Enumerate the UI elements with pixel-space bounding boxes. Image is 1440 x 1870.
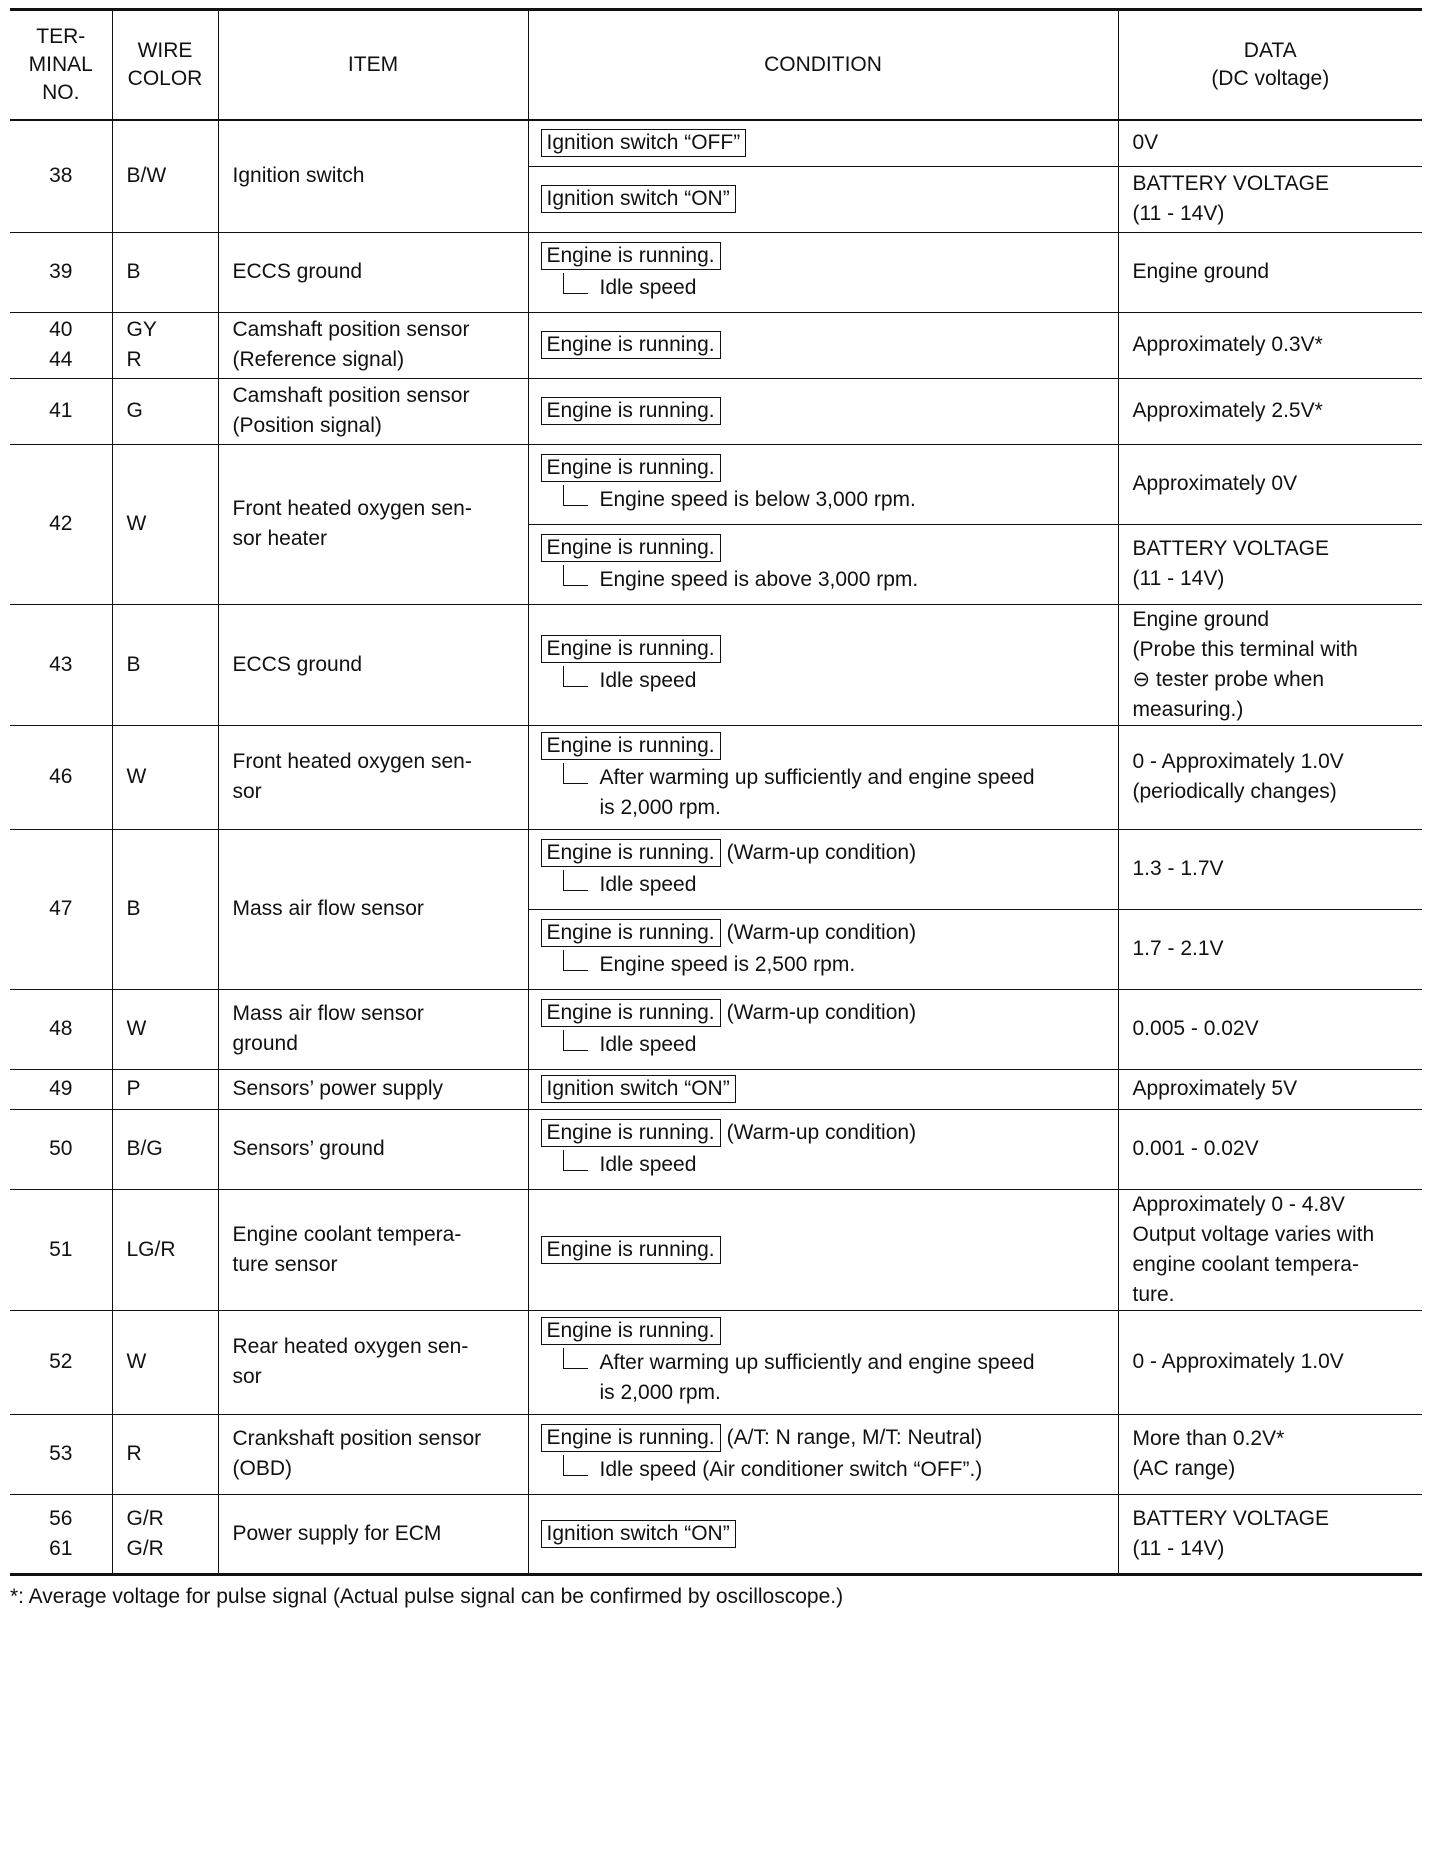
condition-box: Engine is running. (541, 732, 721, 760)
header-item: ITEM (218, 10, 528, 121)
bracket-connector-icon (563, 763, 588, 784)
wire-color-cell (112, 989, 218, 1069)
condition-cell (528, 829, 1118, 909)
condition-cell (528, 909, 1118, 989)
condition-cell (528, 444, 1118, 524)
item-text: Engine coolant tempera- (232, 1222, 462, 1246)
condition-cell (528, 312, 1118, 378)
table-row (10, 120, 1422, 166)
item-cell (218, 444, 528, 604)
item-text: Ignition switch (232, 164, 365, 188)
data-value: BATTERY VOLTAGE (1132, 172, 1329, 195)
data-value: Approximately 0V (1132, 472, 1298, 495)
data-value: (Probe this terminal with (1132, 637, 1358, 661)
terminal-no: 49 (49, 1077, 73, 1100)
ecm-terminal-document (10, 8, 1422, 1612)
condition-box: Engine is running. (541, 331, 721, 359)
wire-color: B (126, 652, 141, 676)
terminal-no-cell (10, 312, 112, 378)
item-text: (Reference signal) (232, 348, 405, 371)
data-cell (1118, 120, 1422, 166)
sub-condition-line: Idle speed (Air conditioner switch “OFF”.) (599, 1458, 983, 1481)
sub-condition-line: is 2,000 rpm. (599, 796, 721, 819)
sub-condition-line: Engine speed is 2,500 rpm. (599, 953, 856, 976)
item-text: Sensors’ ground (232, 1137, 385, 1160)
item-text: Mass air flow sensor (232, 1002, 424, 1025)
terminal-no-cell (10, 1109, 112, 1189)
bracket-connector-icon (563, 1455, 588, 1476)
terminal-no-cell (10, 120, 112, 232)
condition-main (541, 918, 1112, 948)
data-value: More than 0.2V* (1132, 1427, 1285, 1450)
condition-cell (528, 120, 1118, 166)
wire-color: W (126, 1350, 147, 1373)
terminal-no-cell (10, 829, 112, 989)
bracket-connector-icon (563, 485, 588, 506)
terminal-no-cell (10, 378, 112, 444)
data-cell (1118, 1189, 1422, 1310)
sub-condition-text (600, 950, 1112, 980)
terminal-table (10, 8, 1422, 1576)
condition-box: Ignition switch “ON” (541, 1075, 736, 1103)
wire-color: P (126, 1077, 141, 1100)
table-body (10, 120, 1422, 1574)
item-cell (218, 829, 528, 989)
table-row (10, 444, 1422, 524)
sub-condition (541, 485, 1112, 515)
bracket-connector-icon (563, 666, 588, 687)
terminal-no: 61 (49, 1536, 73, 1560)
condition-box: Ignition switch “ON” (541, 1520, 736, 1548)
data-cell (1118, 1069, 1422, 1109)
terminal-no: 53 (49, 1442, 73, 1465)
data-cell (1118, 989, 1422, 1069)
data-cell (1118, 378, 1422, 444)
condition-main (541, 1074, 1112, 1104)
table-row (10, 1494, 1422, 1574)
condition-box: Engine is running. (541, 1424, 721, 1452)
wire-color: G/R (126, 1506, 164, 1530)
condition-box: Engine is running. (541, 635, 721, 663)
sub-condition-line: After warming up sufficiently and engine speed (599, 766, 1035, 789)
item-text: Front heated oxygen sen- (232, 497, 472, 520)
condition-main (541, 998, 1112, 1028)
wire-color-cell (112, 1414, 218, 1494)
condition-main (541, 330, 1112, 360)
condition-cell (528, 378, 1118, 444)
condition-box: Ignition switch “ON” (541, 185, 736, 213)
condition-box: Engine is running. (541, 397, 721, 425)
data-value: 0 - Approximately 1.0V (1132, 1350, 1344, 1373)
table-row (10, 1109, 1422, 1189)
sub-condition-line: Engine speed is above 3,000 rpm. (599, 568, 919, 591)
table-row (10, 725, 1422, 829)
condition-box: Engine is running. (541, 242, 721, 270)
condition-cell (528, 232, 1118, 312)
terminal-no-cell (10, 1494, 112, 1574)
wire-color: R (126, 348, 142, 371)
bracket-connector-icon (563, 1150, 588, 1171)
sub-condition (541, 950, 1112, 980)
data-value: (periodically changes) (1132, 780, 1337, 803)
wire-color-cell (112, 120, 218, 232)
condition-box: Engine is running. (541, 1119, 721, 1147)
table-row (10, 378, 1422, 444)
wire-color-cell (112, 604, 218, 725)
bracket-connector-icon (563, 1030, 588, 1051)
item-text: sor (232, 780, 262, 803)
sub-condition (541, 273, 1112, 303)
terminal-no-cell (10, 1414, 112, 1494)
sub-condition-text (600, 1348, 1112, 1408)
table-row (10, 989, 1422, 1069)
item-cell (218, 725, 528, 829)
bracket-connector-icon (563, 1348, 588, 1369)
terminal-no-cell (10, 604, 112, 725)
terminal-no: 48 (49, 1017, 73, 1040)
table-row (10, 1310, 1422, 1414)
data-value: ⊖ tester probe when (1132, 667, 1325, 691)
condition-main (541, 1235, 1112, 1265)
condition-box: Ignition switch “OFF” (541, 129, 747, 157)
data-value: (11 - 14V) (1132, 1536, 1225, 1560)
table-row (10, 232, 1422, 312)
item-cell (218, 232, 528, 312)
item-cell (218, 312, 528, 378)
condition-main (541, 1423, 1112, 1453)
sub-condition-line: Idle speed (599, 276, 697, 299)
terminal-no: 56 (49, 1506, 73, 1530)
sub-condition-line: After warming up sufficiently and engine speed (599, 1351, 1035, 1374)
header-condition: CONDITION (528, 10, 1118, 121)
wire-color: LG/R (126, 1237, 176, 1261)
condition-cell (528, 1189, 1118, 1310)
condition-box: Engine is running. (541, 534, 721, 562)
terminal-no: 51 (49, 1237, 73, 1261)
terminal-no-cell (10, 1189, 112, 1310)
terminal-no: 52 (49, 1350, 73, 1373)
terminal-no: 38 (49, 164, 73, 188)
item-text: ground (232, 1032, 298, 1055)
wire-color-cell (112, 1189, 218, 1310)
condition-main (541, 128, 1112, 158)
wire-color-cell (112, 1494, 218, 1574)
data-cell (1118, 166, 1422, 232)
wire-color: B/G (126, 1137, 163, 1160)
wire-color-cell (112, 378, 218, 444)
condition-cell (528, 524, 1118, 604)
condition-cell (528, 166, 1118, 232)
condition-box: Engine is running. (541, 839, 721, 867)
data-value: Engine ground (1132, 607, 1270, 631)
wire-color-cell (112, 1109, 218, 1189)
sub-condition (541, 1348, 1112, 1408)
header-data: DATA (DC voltage) (1118, 10, 1422, 121)
table-row (10, 312, 1422, 378)
condition-main (541, 453, 1112, 483)
sub-condition-text (600, 485, 1112, 515)
terminal-no: 39 (49, 260, 73, 283)
sub-condition-text (600, 1455, 1112, 1485)
condition-cell (528, 1494, 1118, 1574)
sub-condition-text (600, 666, 1112, 696)
condition-box: Engine is running. (541, 1317, 721, 1345)
item-text: Mass air flow sensor (232, 897, 424, 920)
sub-condition (541, 565, 1112, 595)
terminal-no: 43 (49, 652, 73, 676)
terminal-no-cell (10, 989, 112, 1069)
data-value: (11 - 14V) (1132, 202, 1225, 225)
terminal-no-cell (10, 725, 112, 829)
item-text: Power supply for ECM (232, 1521, 442, 1545)
sub-condition (541, 1150, 1112, 1180)
item-text: ECCS ground (232, 652, 363, 676)
bracket-connector-icon (563, 565, 588, 586)
terminal-no-cell (10, 232, 112, 312)
item-cell (218, 1189, 528, 1310)
header-row (10, 10, 1422, 121)
condition-main (541, 184, 1112, 214)
condition-main (541, 1316, 1112, 1346)
condition-note: (Warm-up condition) (726, 1121, 917, 1144)
condition-note: (Warm-up condition) (726, 841, 917, 864)
item-text: (OBD) (232, 1457, 292, 1480)
condition-main (541, 241, 1112, 271)
sub-condition (541, 763, 1112, 823)
wire-color: W (126, 512, 147, 535)
sub-condition (541, 870, 1112, 900)
condition-note: (Warm-up condition) (726, 921, 917, 944)
wire-color-cell (112, 232, 218, 312)
table-row (10, 1069, 1422, 1109)
data-cell (1118, 1310, 1422, 1414)
terminal-no: 41 (49, 399, 73, 422)
data-value: 1.3 - 1.7V (1132, 857, 1224, 880)
data-value: Approximately 0 - 4.8V (1132, 1192, 1345, 1216)
item-cell (218, 120, 528, 232)
data-value: (AC range) (1132, 1457, 1236, 1480)
terminal-no: 47 (49, 897, 73, 920)
data-cell (1118, 1494, 1422, 1574)
item-text: ECCS ground (232, 260, 363, 283)
condition-cell (528, 989, 1118, 1069)
terminal-no-cell (10, 1310, 112, 1414)
sub-condition-line: Engine speed is below 3,000 rpm. (599, 488, 916, 511)
condition-main (541, 533, 1112, 563)
item-cell (218, 1494, 528, 1574)
item-text: ture sensor (232, 1252, 338, 1276)
sub-condition (541, 666, 1112, 696)
sub-condition-line: Idle speed (599, 1033, 697, 1056)
item-text: sor (232, 1365, 262, 1388)
item-cell (218, 1069, 528, 1109)
condition-main (541, 634, 1112, 664)
item-text: Front heated oxygen sen- (232, 750, 472, 773)
item-text: Camshaft position sensor (232, 384, 470, 407)
item-text: (Position signal) (232, 414, 382, 437)
table-row (10, 604, 1422, 725)
footnote: *: Average voltage for pulse signal (Actual pulse signal can be confirmed by oscilloscope.) (10, 1584, 844, 1608)
condition-cell (528, 1109, 1118, 1189)
data-value: Output voltage varies with (1132, 1222, 1375, 1246)
item-cell (218, 1310, 528, 1414)
wire-color: GY (126, 318, 157, 341)
item-text: Crankshaft position sensor (232, 1427, 482, 1450)
bracket-connector-icon (563, 870, 588, 891)
data-value: engine coolant tempera- (1132, 1252, 1359, 1276)
wire-color: W (126, 765, 147, 788)
header-terminal: TER- MINAL NO. (10, 10, 112, 121)
wire-color-cell (112, 725, 218, 829)
item-text: Sensors’ power supply (232, 1077, 443, 1100)
condition-cell (528, 1069, 1118, 1109)
sub-condition (541, 1455, 1112, 1485)
data-value: 0 - Approximately 1.0V (1132, 750, 1344, 773)
table-row (10, 1189, 1422, 1310)
wire-color: B (126, 897, 141, 920)
item-cell (218, 1109, 528, 1189)
sub-condition-text (600, 565, 1112, 595)
bracket-connector-icon (563, 950, 588, 971)
sub-condition-text (600, 870, 1112, 900)
condition-main (541, 396, 1112, 426)
data-value: 0V (1132, 131, 1159, 155)
wire-color: W (126, 1017, 147, 1040)
terminal-no: 50 (49, 1137, 73, 1160)
sub-condition-line: Idle speed (599, 668, 697, 692)
data-cell (1118, 604, 1422, 725)
wire-color: R (126, 1442, 142, 1465)
terminal-no-cell (10, 1069, 112, 1109)
data-value: measuring.) (1132, 697, 1244, 721)
terminal-no: 44 (49, 348, 73, 371)
sub-condition (541, 1030, 1112, 1060)
item-text: sor heater (232, 527, 328, 550)
data-value: 0.005 - 0.02V (1132, 1017, 1259, 1040)
item-text: Camshaft position sensor (232, 318, 470, 341)
data-cell (1118, 524, 1422, 604)
item-text: Rear heated oxygen sen- (232, 1335, 469, 1358)
wire-color-cell (112, 829, 218, 989)
data-cell (1118, 1109, 1422, 1189)
data-value: Approximately 2.5V* (1132, 399, 1323, 422)
condition-note: (A/T: N range, M/T: Neutral) (726, 1426, 983, 1449)
sub-condition-line: Idle speed (599, 873, 697, 896)
condition-cell (528, 725, 1118, 829)
terminal-no: 40 (49, 318, 73, 341)
terminal-no: 42 (49, 512, 73, 535)
item-cell (218, 989, 528, 1069)
condition-main (541, 1118, 1112, 1148)
data-cell (1118, 1414, 1422, 1494)
wire-color-cell (112, 444, 218, 604)
condition-cell (528, 604, 1118, 725)
condition-note: (Warm-up condition) (726, 1001, 917, 1024)
wire-color-cell (112, 312, 218, 378)
wire-color-cell (112, 1069, 218, 1109)
item-cell (218, 1414, 528, 1494)
data-value: Engine ground (1132, 260, 1270, 283)
data-value: ture. (1132, 1282, 1175, 1306)
sub-condition-text (600, 763, 1112, 823)
data-value: BATTERY VOLTAGE (1132, 1506, 1329, 1530)
data-cell (1118, 312, 1422, 378)
item-cell (218, 378, 528, 444)
sub-condition-text (600, 1030, 1112, 1060)
data-cell (1118, 444, 1422, 524)
data-value: 0.001 - 0.02V (1132, 1137, 1259, 1160)
data-cell (1118, 829, 1422, 909)
table-row (10, 829, 1422, 909)
data-value: 1.7 - 2.1V (1132, 937, 1224, 960)
wire-color: B (126, 260, 141, 283)
condition-main (541, 731, 1112, 761)
data-value: (11 - 14V) (1132, 567, 1225, 590)
wire-color: G/R (126, 1536, 164, 1560)
condition-main (541, 1519, 1112, 1549)
data-cell (1118, 725, 1422, 829)
sub-condition-line: Idle speed (599, 1153, 697, 1176)
header-wire-color: WIRE COLOR (112, 10, 218, 121)
terminal-no-cell (10, 444, 112, 604)
data-value: Approximately 5V (1132, 1077, 1298, 1100)
item-cell (218, 604, 528, 725)
data-value: BATTERY VOLTAGE (1132, 537, 1329, 560)
condition-cell (528, 1414, 1118, 1494)
table-row (10, 1414, 1422, 1494)
condition-cell (528, 1310, 1118, 1414)
wire-color-cell (112, 1310, 218, 1414)
sub-condition-line: is 2,000 rpm. (599, 1381, 721, 1404)
data-value: Approximately 0.3V* (1132, 333, 1323, 356)
sub-condition-text (600, 1150, 1112, 1180)
bracket-connector-icon (563, 273, 588, 294)
condition-box: Engine is running. (541, 999, 721, 1027)
wire-color: G (126, 399, 143, 422)
wire-color: B/W (126, 164, 167, 188)
condition-main (541, 838, 1112, 868)
data-cell (1118, 909, 1422, 989)
condition-box: Engine is running. (541, 919, 721, 947)
terminal-no: 46 (49, 765, 73, 788)
data-cell (1118, 232, 1422, 312)
sub-condition-text (600, 273, 1112, 303)
condition-box: Engine is running. (541, 1236, 721, 1264)
condition-box: Engine is running. (541, 454, 721, 482)
